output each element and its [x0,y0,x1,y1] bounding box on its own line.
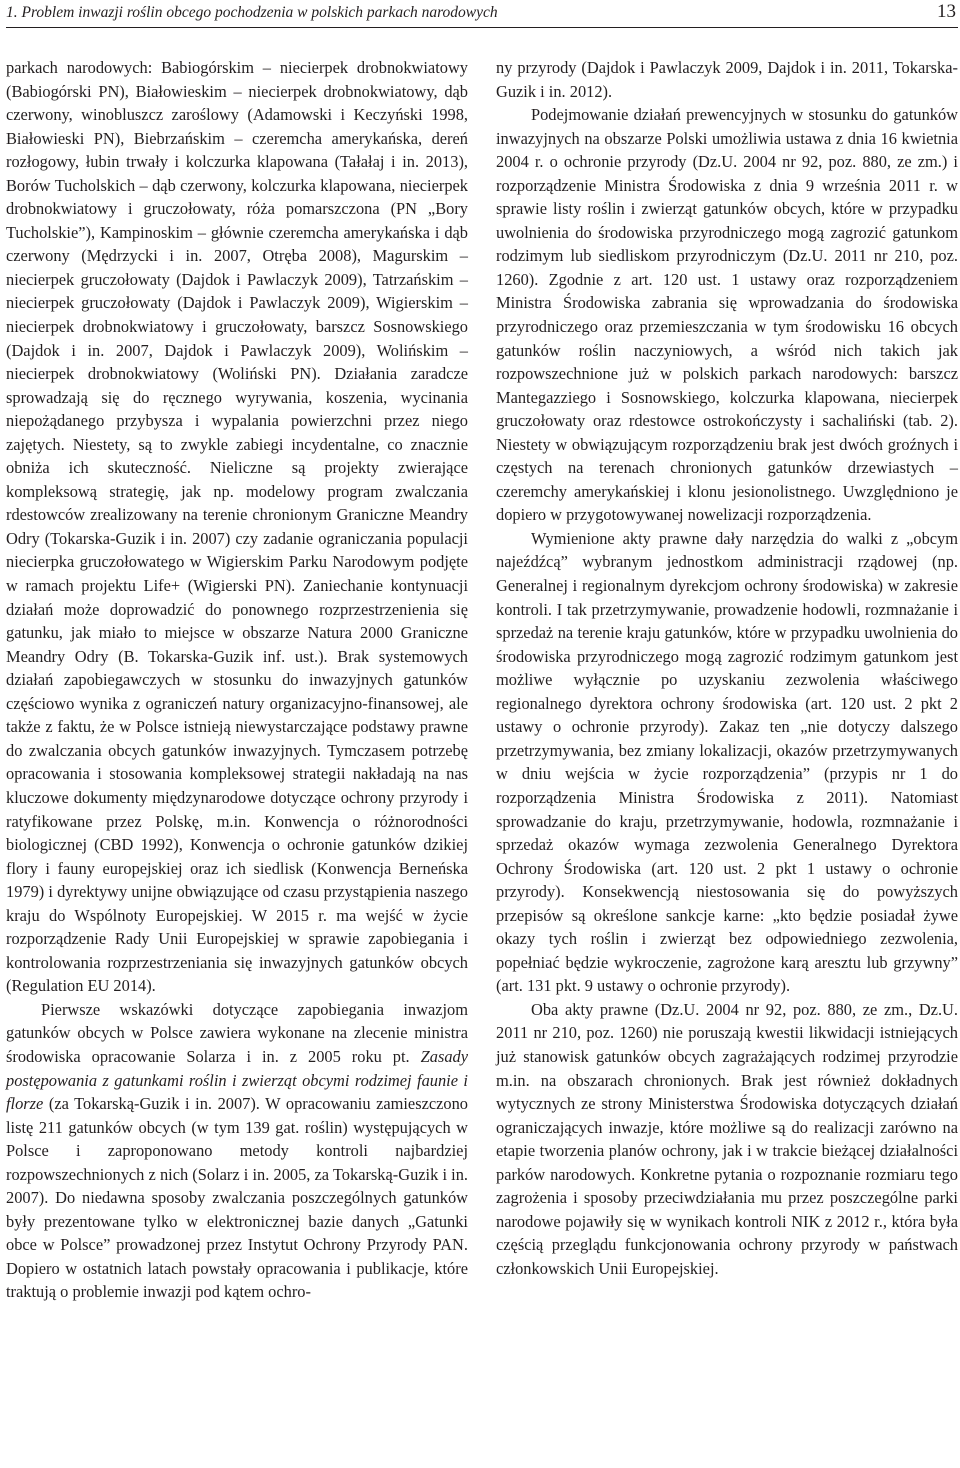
paragraph-gaps: Oba akty prawne (Dz.U. 2004 nr 92, poz. 880, ze zm., Dz.U. 2011 nr 210, poz. 1260) nie poruszają kwestii likwidacji istniejących już stanowisk gatunków obcych zagrażających rodzimej przyrodzie m.in. na obszarach chronionych. Brak jest również dokładnych wytycznych ze strony Ministerstwa Środowiska dotyczących działań ograniczających inwazje, które możliwe są do realizacji zarówno na etapie tworzenia planów ochrony, jak i w trakcie bieżącej działalności parków narodowych. Konkretne pytania o rozpoznanie rozmiaru tego zagrożenia i sposoby przeciwdziałania mu przez poszczególne parki narodowe pojawiły się w wynikach kontroli NIK z 2012 r., która była częścią przeglądu funkcjonowania ochrony przyrody w państwach członkowskich Unii Europejskiej. [496,999,958,1278]
paragraph-continuation: ny przyrody (Dajdok i Pawlaczyk 2009, Dajdok i in. 2011, Tokarska-Guzik i in. 2012). [496,58,958,101]
paragraph-parks-list: parkach narodowych: Babiogórskim – niecierpek drobnokwiatowy (Babiogórski PN), Białowieskim – niecierpek drobnokwiatowy, dąb czerwony, winobluszcz zaroślowy (Adamowski i Keczyński 1998, Białowieski PN), Biebrzańskim – czeremcha amerykańska, dereń rozłogowy, łubin trwały i kolczurka klapowana (Tałałaj i in. 2013), Borów Tucholskich – dąb czerwony, kolczurka klapowana, niecierpek drobnokwiatowy i gruczołowaty, róża pomarszczona (PN „Bory Tucholskie”), Kampinoskim – głównie czeremcha amerykańska i dąb czerwony (Mędrzycki i in. 2007, Otręba 2008), Magurskim – niecierpek gruczołowaty (Dajdok i Pawlaczyk 2009), Tatrzańskim – niecierpek gruczołowaty (Dajdok i Pawlaczyk 2009), Wigierskim – niecierpek drobnokwiatowy i gruczołowaty, barszcz Sosnowskiego (Dajdok i in. 2007, Dajdok i Pawlaczyk 2009), Wolińskim – niecierpek drobnokwiatowy (Woliński PN). Działania zaradcze sprowadzają się do ręcznego wyrywania, koszenia, wycinania niepożądanego przybysza i wypalania powierzchni przez niego zajętych. Niestety, są to zwykle zabiegi incydentalne, co znacznie obniża ich skuteczność. Nieliczne są projekty zwierające kompleksową strategię, jak np. modelowy program zwalczania rdestowców zrealizowany na terenie chronionym Graniczne Meandry Odry (Tokarska-Guzik i in. 2007) czy zadanie ograniczania populacji niecierpka gruczołowatego w Wigierskim Parku Narodowym podjęte w ramach projektu Life+ (Wigierski PN). Zaniechanie kontynuacji działań może doprowadzić do ponownego rozprzestrzenienia się gatunku, jak miało to miejsce w obszarze Natura 2000 Graniczne Meandry Odry (B. Tokarska-Guzik inf. ust.). Brak systemowych działań zapobiegawczych w stosunku do inwazyjnych gatunków częściowo wynika z ograniczeń natury organizacyjno-finansowej, ale także z faktu, że w Polsce istnieją niewystarczające podstawy prawne do zwalczania obcych gatunków inwazyjnych. Tymczasem potrzebę opracowania i stosowania kompleksowej strategii nakładają na nas kluczowe dokumenty międzynarodowe dotyczące ochrony przyrody i ratyfikowane przez Polskę, m.in. Konwencja o różnorodności biologicznej (CBD 1992), Konwencja o ochronie gatunków dzikiej flory i fauny europejskiej oraz ich siedlisk (Konwencja Berneńska 1979) i dyrektywy unijne obwiązujące od czasu przystąpienia naszego kraju do Wspólnoty Europejskiej. W 2015 r. ma wejść w życie rozporządzenie Rady Unii Europejskiej w sprawie zapobiegania i kontrolowania rozprzestrzeniania się inwazyjnych gatunków obcych (Regulation EU 2014). [6,58,468,996]
left-column [6,56,468,1304]
paragraph-first-guidelines [6,998,468,1304]
publication-title: Zasady postępowania z gatunkami roślin i zwierząt obcymi rodzimej faunie i florze [6,1046,468,1114]
paragraph-legal-tools: Wymienione akty prawne dały narzędzia do walki z „obcym najeźdźcą” wybranym jednostkom administracji rządowej (np. Generalnej i regionalnym dyrekcjom ochrony środowiska) w zakresie kontroli. I tak przetrzymywanie, prowadzenie hodowli, rozmnażanie i sprzedaż na terenie kraju gatunków, które w przypadku uwolnienia do środowiska przyrodniczego mogą zagrozić rodzimym gatunkom jest możliwe wyłącznie po uzyskaniu zezwolenia właściwego regionalnego dyrektora ochrony środowiska (art. 120 ust. 2 pkt 2 ustawy o ochronie przyrody). Zakaz ten „nie dotyczy dalszego przetrzymywania, bez zmiany lokalizacji, okazów przetrzymywanych w dniu wejścia w życie rozporządzenia” (przypis nr 1 do rozporządzenia Ministra Środowiska z 2011). Natomiast sprowadzanie do kraju, przetrzymywanie, hodowla, rozmnażanie i sprzedaż okazów wymaga zezwolenia Generalnego Dyrektora Ochrony Środowiska (art. 120 ust. 2 pkt 1 ustawy o ochronie przyrody). Konsekwencją niestosowania się do powyższych przepisów są określone sankcje karne: „kto będzie posiadał żywe okazy tych roślin i zwierząt bez odpowiedniego zezwolenia, popełniać będzie wykroczenie, zagrożone karą aresztu lub grzywny” (art. 131 pkt. 9 ustawy o ochronie przyrody). [496,528,958,996]
right-column [496,56,958,1280]
chapter-title: 1. Problem inwazji roślin obcego pochodzenia w polskich parkach narodowych [6,4,498,21]
page-number: 13 [937,1,956,22]
paragraph-legal-basis: Podejmowanie działań prewencyjnych w stosunku do gatunków inwazyjnych na obszarze Polski umożliwia ustawa z dnia 16 kwietnia 2004 r. o ochronie przyrody (Dz.U. 2004 nr 92, poz. 880, ze zm.) i rozporządzenie Ministra Środowiska z dnia 9 września 2011 r. w sprawie listy roślin i zwierząt gatunków obcych, które w przypadku uwolnienia do środowiska przyrodniczego mogą zagrozić gatunkom rodzimym lub siedliskom przyrodniczym (Dz.U. 2011 nr 210, poz. 1260). Zgodnie z art. 120 ust. 1 ustawy oraz rozporządzeniem Ministra Środowiska zabrania się wprowadzania do środowiska przyrodniczego oraz przemieszczania w tym środowisku 16 obcych gatunków roślin naczyniowych, a wśród nich takich jak rozpowszechnione już w polskich parkach narodowych: barszcz Mantegazziego i Sosnowskiego, kolczurka klapowana, niecierpek gruczołowaty oraz rdestowce ostrokończysty i sachaliński (tab. 2). Niestety w obwiązującym rozporządzeniu brak jest dwóch groźnych i częstych na terenach chronionych gatunków drzewiastych – czeremchy amerykańskiej i klonu jesionolistnego. Uwzględniono je dopiero w przygotowywanej nowelizacji rozporządzenia. [496,105,958,525]
paragraph-text: Pierwsze wskazówki dotyczące zapobiegania inwazjom gatunków obcych w Polsce zawiera wykonane na zlecenie ministra środowiska opracowanie Solarza i in. z 2005 roku pt. [6,999,468,1066]
paragraph-text: (za Tokarską-Guzik i in. 2007). W opracowaniu zamieszczono listę 211 gatunków obcych (w tym 139 gat. roślin) występujących w Polsce i zaproponowano metody kontroli najbardziej rozpowszechnionych z nich (Solarz i in. 2005, za Tokarską-Guzik i in. 2007). Do niedawna sposoby zwalczania poszczególnych gatunków były prezentowane tylko w elektronicznej bazie danych „Gatunki obce w Polsce” prowadzonej przez Instytut Ochrony Przyrody PAN. Dopiero w ostatnich latach powstały opracowania i publikacje, które traktują o problemie inwazji pod kątem ochro- [6,1094,468,1302]
running-header [6,0,958,28]
